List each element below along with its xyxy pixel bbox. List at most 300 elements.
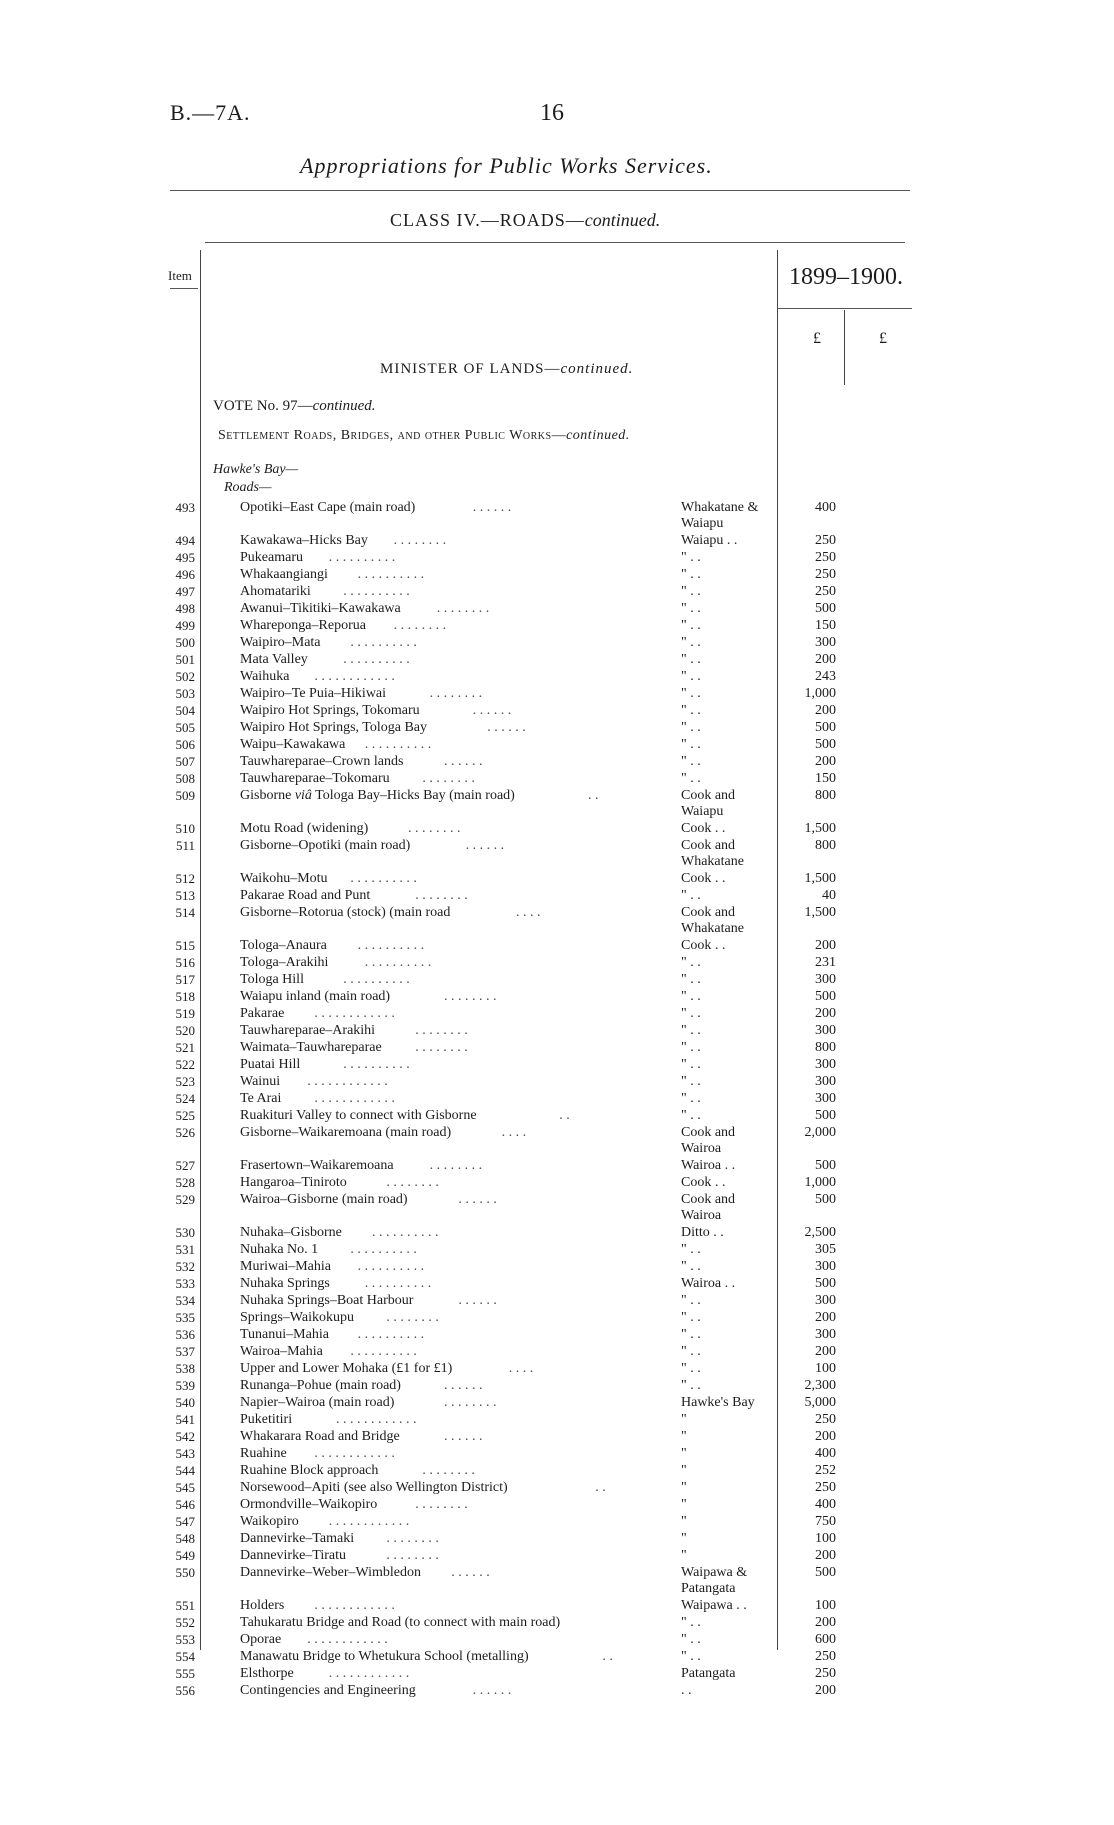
row-item-number: 545 <box>175 1480 195 1495</box>
row-leader-dots: . . <box>602 1649 613 1664</box>
row-name: Waiapu inland (main road) <box>240 989 391 1004</box>
row-authority: " . . <box>681 737 701 752</box>
row-item-number: 532 <box>175 1259 195 1274</box>
row-name: Tologa Hill <box>240 972 304 987</box>
vote-heading <box>213 398 375 415</box>
row-leader-dots: . . . . . . <box>487 720 526 735</box>
row-authority: Whakatane & Waiapu <box>681 500 759 531</box>
row-amount: 100 <box>815 1531 836 1546</box>
row-amount: 231 <box>815 955 836 970</box>
row-item-number: 525 <box>175 1108 195 1123</box>
row-authority: " . . <box>681 686 701 701</box>
row-amount: 200 <box>815 652 836 667</box>
row-amount: 500 <box>815 1276 836 1291</box>
row-leader-dots: . . . . . . <box>458 1293 497 1308</box>
row-amount: 243 <box>815 669 836 684</box>
row-name: Tahukaratu Bridge and Road (to connect with main road) <box>240 1615 561 1630</box>
row-amount: 200 <box>815 1548 836 1563</box>
row-leader-dots: . . . . . . . . <box>415 1497 468 1512</box>
region-heading: Hawke's Bay— <box>213 462 299 477</box>
row-authority: " . . <box>681 771 701 786</box>
row-authority: " . . <box>681 754 701 769</box>
row-authority: Cook and Whakatane <box>681 838 744 869</box>
row-amount: 200 <box>815 1429 836 1444</box>
row-leader-dots: . . <box>595 1480 606 1495</box>
row-name: Ruakituri Valley to connect with Gisborne <box>240 1108 477 1123</box>
row-item-number: 544 <box>175 1463 195 1478</box>
row-name: Puketitiri <box>240 1412 293 1427</box>
row-leader-dots: . . . . . . . . . . <box>343 1057 410 1072</box>
row-item-number: 541 <box>175 1412 195 1427</box>
row-leader-dots: . . . . . . . . . . <box>350 1344 417 1359</box>
row-amount: 400 <box>815 1497 836 1512</box>
row-item-number: 512 <box>175 871 195 886</box>
row-name: Hangaroa–Tiniroto <box>240 1175 347 1190</box>
row-leader-dots: . . . . . . . . . . <box>343 972 410 987</box>
row-item-number: 531 <box>175 1242 195 1257</box>
row-leader-dots: . . . . . . . . <box>422 771 475 786</box>
row-name: Whareponga–Reporua <box>240 618 366 633</box>
row-authority: " . . <box>681 1040 701 1055</box>
row-name: Tunanui–Mahia <box>240 1327 329 1342</box>
row-authority: Hawke's Bay <box>681 1395 755 1410</box>
row-leader-dots: . . <box>588 788 599 803</box>
row-item-number: 519 <box>175 1006 195 1021</box>
row-amount: 800 <box>815 1040 836 1055</box>
row-name: Waikopiro <box>240 1514 299 1529</box>
row-leader-dots: . . . . . . <box>472 500 512 515</box>
row-item-number: 518 <box>175 989 195 1004</box>
row-item-number: 506 <box>175 737 195 752</box>
row-item-number: 514 <box>175 905 195 920</box>
row-authority: " . . <box>681 652 701 667</box>
settlement-heading-cont: continued. <box>566 428 630 443</box>
row-name: Opotiki–East Cape (main road) <box>240 500 416 515</box>
vote-heading-main: VOTE No. 97— <box>213 398 313 414</box>
row-name: Runanga–Pohue (main road) <box>240 1378 401 1393</box>
row-authority: " <box>681 1480 687 1495</box>
item-header-rule <box>170 288 198 289</box>
row-name: Waikohu–Motu <box>240 871 328 886</box>
settlement-heading-main: Settlement Roads, Bridges, and other Public Works— <box>218 428 567 443</box>
row-authority: " <box>681 1548 687 1563</box>
column-header-year: 1899–1900. <box>789 264 903 290</box>
row-amount: 200 <box>815 1006 836 1021</box>
row-item-number: 553 <box>175 1632 195 1647</box>
row-authority: " . . <box>681 1057 701 1072</box>
row-leader-dots: . . . . . . . . . . <box>350 635 417 650</box>
row-amount: 2,300 <box>804 1378 836 1393</box>
row-authority: " . . <box>681 1023 701 1038</box>
row-amount: 800 <box>815 838 836 853</box>
row-amount: 200 <box>815 1615 836 1630</box>
row-item-number: 550 <box>175 1565 195 1580</box>
row-name: Pukeamaru <box>240 550 303 565</box>
row-amount: 1,500 <box>804 821 836 836</box>
row-leader-dots: . . . . . . . . <box>429 1158 483 1173</box>
row-amount: 100 <box>815 1361 836 1376</box>
row-authority: Cook and Waiapu <box>681 788 736 819</box>
row-item-number: 515 <box>175 938 195 953</box>
row-name: Contingencies and Engineering <box>240 1683 416 1698</box>
vote-heading-cont: continued. <box>312 398 376 414</box>
subregion-heading: Roads— <box>224 480 272 495</box>
row-leader-dots: . . . . . . . . <box>415 888 468 903</box>
row-amount: 300 <box>815 972 836 987</box>
row-amount: 800 <box>815 788 836 803</box>
row-name: Waipiro–Te Puia–Hikiwai <box>240 686 387 701</box>
row-leader-dots: . . . . . . . . <box>393 533 447 548</box>
row-leader-dots: . . . . . . . . <box>415 1023 468 1038</box>
row-leader-dots: . . . . . . . . <box>444 989 497 1004</box>
row-name: Manawatu Bridge to Whetukura School (metalling) <box>240 1649 529 1664</box>
row-leader-dots: . . . . . . . . . . <box>372 1225 439 1240</box>
row-item-number: 552 <box>175 1615 195 1630</box>
row-item-number: 509 <box>175 788 195 803</box>
row-leader-dots: . . . . . . <box>444 1429 483 1444</box>
row-name: Tologa–Arakihi <box>240 955 329 970</box>
row-amount: 300 <box>815 1259 836 1274</box>
row-authority: " . . <box>681 972 701 987</box>
row-item-number: 498 <box>175 601 195 616</box>
row-name: Ahomatariki <box>240 584 311 599</box>
row-amount: 500 <box>815 1108 836 1123</box>
class-title-cont: continued. <box>584 210 661 230</box>
row-amount: 300 <box>815 1074 836 1089</box>
row-authority: " . . <box>681 1074 701 1089</box>
row-name: Waipiro Hot Springs, Tokomaru <box>240 703 420 718</box>
row-name: Awanui–Tikitiki–Kawakawa <box>240 601 401 616</box>
row-name: Wairoa–Mahia <box>240 1344 323 1359</box>
row-leader-dots: . . . . . . . . . . <box>357 938 425 953</box>
row-authority: Waiapu . . <box>681 533 738 548</box>
row-leader-dots: . . . . . . <box>472 1683 512 1698</box>
row-name: Nuhaka Springs <box>240 1276 330 1291</box>
class-title <box>390 210 660 231</box>
row-leader-dots: . . <box>559 1108 570 1123</box>
row-amount: 600 <box>815 1632 836 1647</box>
row-authority: " . . <box>681 1108 701 1123</box>
minister-heading-main: MINISTER OF LANDS— <box>380 361 561 377</box>
row-amount: 300 <box>815 1023 836 1038</box>
row-authority: Cook and Wairoa <box>681 1192 736 1223</box>
row-amount: 500 <box>815 1158 836 1173</box>
row-authority: " . . <box>681 1006 701 1021</box>
row-name: Waihuka <box>240 669 290 684</box>
row-item-number: 555 <box>175 1666 195 1681</box>
row-name: Springs–Waikokupu <box>240 1310 354 1325</box>
row-leader-dots: . . . . . . . . . . <box>357 1327 425 1342</box>
row-item-number: 520 <box>175 1023 195 1038</box>
row-authority: " . . <box>681 1091 701 1106</box>
row-name: Ormondville–Waikopiro <box>240 1497 378 1512</box>
row-item-number: 513 <box>175 888 195 903</box>
row-authority: " . . <box>681 669 701 684</box>
row-amount: 1,000 <box>804 686 836 701</box>
row-amount: 250 <box>815 550 836 565</box>
row-item-number: 543 <box>175 1446 195 1461</box>
row-amount: 250 <box>815 584 836 599</box>
row-item-number: 538 <box>175 1361 195 1376</box>
year-header-rule <box>777 308 912 309</box>
row-leader-dots: . . . . . . . . <box>386 1548 439 1563</box>
row-leader-dots: . . . . . . . . . . <box>364 955 432 970</box>
row-item-number: 530 <box>175 1225 195 1240</box>
currency-header-1: £ <box>813 330 821 347</box>
row-amount: 500 <box>815 737 836 752</box>
class-title-main: CLASS IV.—ROADS— <box>390 210 585 230</box>
currency-header-2: £ <box>879 330 887 347</box>
row-item-number: 539 <box>175 1378 195 1393</box>
row-item-number: 522 <box>175 1057 195 1072</box>
row-leader-dots: . . . . . . . . . . <box>357 567 425 582</box>
row-name: Nuhaka Springs–Boat Harbour <box>240 1293 414 1308</box>
row-authority: " . . <box>681 601 701 616</box>
row-item-number: 517 <box>175 972 195 987</box>
row-authority: " . . <box>681 567 701 582</box>
row-authority: " . . <box>681 989 701 1004</box>
row-name: Norsewood–Apiti (see also Wellington District) <box>240 1480 508 1495</box>
row-name: Tauwhareparae–Tokomaru <box>240 771 390 786</box>
row-name: Elsthorpe <box>240 1666 294 1681</box>
row-leader-dots: . . . . . . . . . . <box>357 1259 425 1274</box>
settlement-heading <box>218 428 630 444</box>
row-authority: Waipawa & Patangata <box>681 1565 748 1596</box>
row-leader-dots: . . . . . . <box>458 1192 497 1207</box>
row-authority: " . . <box>681 1327 701 1342</box>
row-item-number: 496 <box>175 567 195 582</box>
row-amount: 2,500 <box>804 1225 836 1240</box>
row-amount: 300 <box>815 1057 836 1072</box>
row-authority: " <box>681 1446 687 1461</box>
row-item-number: 508 <box>175 771 195 786</box>
row-name: Tologa–Anaura <box>240 938 327 953</box>
row-authority: Wairoa . . <box>681 1158 736 1173</box>
row-leader-dots: . . . . . . . . <box>386 1310 439 1325</box>
row-item-number: 549 <box>175 1548 195 1563</box>
row-leader-dots: . . . . . . . . . . <box>343 584 410 599</box>
row-name: Gisborne–Opotiki (main road) <box>240 838 411 853</box>
document-reference: B.—7A. <box>170 100 251 125</box>
row-leader-dots: . . . . . . <box>472 703 512 718</box>
row-amount: 5,000 <box>804 1395 836 1410</box>
row-item-number: 528 <box>175 1175 195 1190</box>
row-name: Nuhaka No. 1 <box>240 1242 319 1257</box>
row-name: Waipiro Hot Springs, Tologa Bay <box>240 720 428 735</box>
row-name: Pakarae Road and Punt <box>240 888 371 903</box>
row-amount: 500 <box>815 1192 836 1207</box>
page-number: 16 <box>540 100 564 126</box>
row-amount: 250 <box>815 1649 836 1664</box>
column-header-item: Item <box>168 268 192 283</box>
row-item-number: 494 <box>175 533 195 548</box>
row-authority: Cook and Whakatane <box>681 905 744 936</box>
row-authority: " <box>681 1463 687 1478</box>
class-rule <box>205 242 905 243</box>
row-leader-dots: . . . . . . . . . . . . <box>328 1514 410 1529</box>
row-item-number: 548 <box>175 1531 195 1546</box>
row-name: Ruahine Block approach <box>240 1463 379 1478</box>
row-item-number: 554 <box>175 1649 195 1664</box>
row-leader-dots: . . . . . . <box>451 1565 490 1580</box>
row-amount: 252 <box>815 1463 836 1478</box>
row-item-number: 529 <box>175 1192 195 1207</box>
row-leader-dots: . . . . . . . . . . . . <box>307 1074 388 1089</box>
row-amount: 150 <box>815 618 836 633</box>
row-authority: Cook . . <box>681 938 726 953</box>
row-name: Waimata–Tauwhareparae <box>240 1040 382 1055</box>
row-name: Muriwai–Mahia <box>240 1259 331 1274</box>
row-name: Waipu–Kawakawa <box>240 737 346 752</box>
row-authority: Cook . . <box>681 871 726 886</box>
row-item-number: 499 <box>175 618 195 633</box>
row-name: Mata Valley <box>240 652 308 667</box>
row-leader-dots: . . . . <box>508 1361 534 1376</box>
row-item-number: 497 <box>175 584 195 599</box>
row-amount: 200 <box>815 938 836 953</box>
row-name: Puatai Hill <box>240 1057 301 1072</box>
row-leader-dots: . . . . . . . . <box>386 1531 439 1546</box>
row-name: Gisborne–Rotorua (stock) (main road <box>240 905 451 920</box>
row-authority: " <box>681 1429 687 1444</box>
row-amount: 500 <box>815 720 836 735</box>
row-amount: 200 <box>815 1344 836 1359</box>
row-authority: Patangata <box>681 1666 736 1681</box>
row-authority: " . . <box>681 584 701 599</box>
row-item-number: 534 <box>175 1293 195 1308</box>
row-leader-dots: . . . . . . . . . . . . <box>314 1091 395 1106</box>
row-authority: " . . <box>681 703 701 718</box>
row-item-number: 556 <box>175 1683 195 1698</box>
row-authority: " <box>681 1514 687 1529</box>
row-name: Dannevirke–Tiratu <box>240 1548 347 1563</box>
row-leader-dots: . . . . <box>501 1125 527 1140</box>
row-authority: Wairoa . . <box>681 1276 736 1291</box>
row-name: Holders <box>240 1598 285 1613</box>
row-authority: " . . <box>681 550 701 565</box>
row-amount: 300 <box>815 1091 836 1106</box>
row-name: Whakarara Road and Bridge <box>240 1429 400 1444</box>
row-amount: 400 <box>815 1446 836 1461</box>
row-amount: 1,500 <box>804 871 836 886</box>
row-name: Waipiro–Mata <box>240 635 321 650</box>
row-leader-dots: . . . . . . <box>444 1378 483 1393</box>
row-name: Tauwhareparae–Crown lands <box>240 754 404 769</box>
row-amount: 40 <box>822 888 836 903</box>
row-authority: " . . <box>681 888 701 903</box>
row-authority: Ditto . . <box>681 1225 724 1240</box>
row-authority: " . . <box>681 955 701 970</box>
row-amount: 2,000 <box>804 1125 836 1140</box>
row-item-number: 502 <box>175 669 195 684</box>
row-authority: " . . <box>681 1615 701 1630</box>
row-name: Dannevirke–Tamaki <box>240 1531 355 1546</box>
row-leader-dots: . . . . . . . . . . . . <box>314 1598 395 1613</box>
row-leader-dots: . . . . . . <box>465 838 505 853</box>
row-name: Frasertown–Waikaremoana <box>240 1158 394 1173</box>
row-item-number: 546 <box>175 1497 195 1512</box>
column-divider-item <box>200 250 201 1650</box>
row-item-number: 535 <box>175 1310 195 1325</box>
row-authority: " . . <box>681 1649 701 1664</box>
row-authority: . . <box>681 1683 692 1698</box>
row-item-number: 524 <box>175 1091 195 1106</box>
row-authority: " . . <box>681 720 701 735</box>
column-divider-total <box>844 310 845 385</box>
row-authority: " . . <box>681 1361 701 1376</box>
row-item-number: 511 <box>175 838 195 853</box>
row-leader-dots: . . . . . . . . . . . . <box>314 669 395 684</box>
row-leader-dots: . . . . . . <box>444 754 483 769</box>
row-item-number: 537 <box>175 1344 195 1359</box>
column-divider-amount <box>777 250 778 1650</box>
row-name: Tauwhareparae–Arakihi <box>240 1023 376 1038</box>
row-leader-dots: . . . . . . . . . . . . <box>328 1666 410 1681</box>
page-title: Appropriations for Public Works Services. <box>300 153 713 178</box>
row-amount: 400 <box>815 500 836 515</box>
row-leader-dots: . . . . . . . . <box>415 1040 468 1055</box>
row-item-number: 523 <box>175 1074 195 1089</box>
row-item-number: 504 <box>175 703 195 718</box>
row-name: Gisborne–Waikaremoana (main road) <box>240 1125 452 1140</box>
row-amount: 1,000 <box>804 1175 836 1190</box>
row-name: Napier–Wairoa (main road) <box>240 1395 395 1410</box>
row-amount: 500 <box>815 989 836 1004</box>
row-amount: 750 <box>815 1514 836 1529</box>
row-authority: " <box>681 1497 687 1512</box>
row-item-number: 503 <box>175 686 195 701</box>
row-item-number: 526 <box>175 1125 195 1140</box>
row-authority: " . . <box>681 1310 701 1325</box>
row-name: Whakaangiangi <box>240 567 328 582</box>
row-name: Dannevirke–Weber–Wimbledon <box>240 1565 422 1580</box>
row-amount: 200 <box>815 703 836 718</box>
row-leader-dots: . . . . <box>516 905 541 920</box>
row-amount: 300 <box>815 1293 836 1308</box>
row-item-number: 516 <box>175 955 195 970</box>
row-leader-dots: . . . . . . . . <box>436 601 490 616</box>
row-leader-dots: . . . . . . . . <box>408 821 461 836</box>
row-authority: " . . <box>681 1632 701 1647</box>
row-name: Nuhaka–Gisborne <box>240 1225 342 1240</box>
row-name: Motu Road (widening) <box>240 821 369 836</box>
row-authority: " . . <box>681 1378 701 1393</box>
row-amount: 500 <box>815 1565 836 1580</box>
row-authority: " <box>681 1531 687 1546</box>
row-leader-dots: . . . . . . . . . . . . <box>307 1632 388 1647</box>
row-item-number: 551 <box>175 1598 195 1613</box>
row-authority: Cook . . <box>681 821 726 836</box>
row-name: Kawakawa–Hicks Bay <box>240 533 368 548</box>
minister-heading-cont: continued. <box>560 361 634 377</box>
row-leader-dots: . . . . . . . . . . . . <box>314 1446 395 1461</box>
row-item-number: 533 <box>175 1276 195 1291</box>
row-amount: 305 <box>815 1242 836 1257</box>
row-amount: 250 <box>815 1412 836 1427</box>
row-amount: 250 <box>815 1666 836 1681</box>
row-item-number: 505 <box>175 720 195 735</box>
row-leader-dots: . . . . . . . . <box>429 686 483 701</box>
title-rule <box>170 190 910 191</box>
row-item-number: 542 <box>175 1429 195 1444</box>
row-item-number: 527 <box>175 1158 195 1173</box>
row-leader-dots: . . . . . . . . . . <box>328 550 396 565</box>
row-leader-dots: . . . . . . . . . . . . <box>336 1412 417 1427</box>
row-amount: 300 <box>815 635 836 650</box>
row-leader-dots: . . . . . . . . . . <box>364 1276 432 1291</box>
row-leader-dots: . . . . . . . . . . . . <box>314 1006 395 1021</box>
row-amount: 150 <box>815 771 836 786</box>
